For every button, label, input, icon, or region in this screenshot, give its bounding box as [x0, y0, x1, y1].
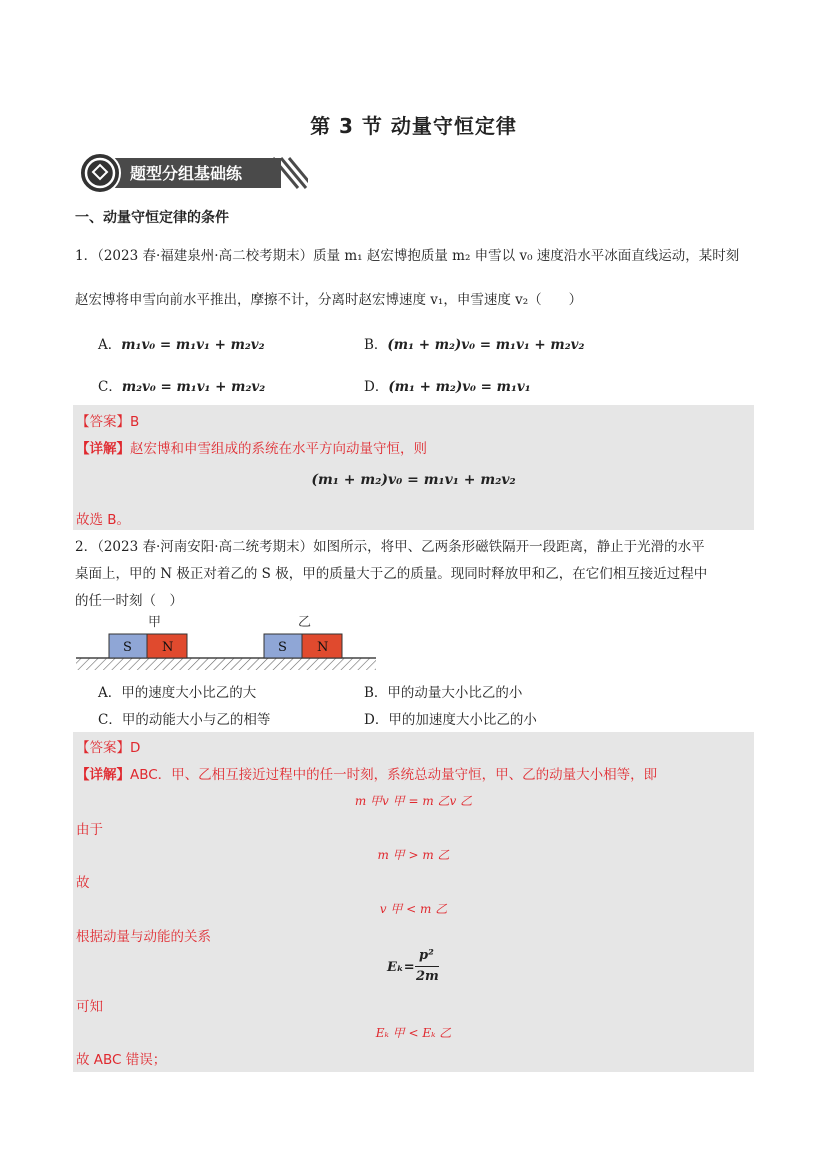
q1-option-c[interactable]: [98, 375, 265, 395]
option-label: A．: [98, 685, 122, 701]
q1-option-b[interactable]: [364, 333, 584, 353]
banner-label: 题型分组基础练: [130, 164, 243, 183]
q2-option-d[interactable]: [364, 708, 537, 728]
q2-detail: 【详解】ABC．甲、乙相互接近过程中的任一时刻，系统总动量守恒，甲、乙的动量大小相等，即: [76, 767, 658, 783]
section-heading: 一、动量守恒定律的条件: [75, 210, 229, 226]
option-label: B．: [364, 337, 388, 353]
q2-formula-4: [387, 950, 447, 990]
q1-answer: 【答案】B: [76, 414, 140, 430]
q2-stem-line2: 桌面上，甲的 N 极正对着乙的 S 极，甲的质量大于乙的质量。现同时释放甲和乙，在它们相互接近过程中: [75, 566, 708, 582]
q2-stem-line1: 2．（2023 春·河南安阳·高二统考期末）如图所示，将甲、乙两条形磁铁隔开一段距离，静止于光滑的水平: [75, 539, 705, 555]
q1-stem-line1: 1．（2023 春·福建泉州·高二校考期末）质量 m₁ 赵宏博抱质量 m₂ 申雪以 v₀ 速度沿水平冰面直线运动，某时刻: [75, 248, 740, 264]
option-label: D．: [364, 379, 389, 395]
magnet-figure: [76, 612, 378, 674]
q2-option-b[interactable]: [364, 681, 522, 701]
formula-lhs: Eₖ=: [387, 960, 415, 975]
option-formula: m₂v₀ = m₁v₁ + m₂v₂: [121, 379, 266, 395]
q2-text-4: 根据动量与动能的关系: [76, 929, 211, 945]
q2-text-5: 可知: [76, 999, 103, 1015]
section-banner: [78, 152, 308, 194]
magnet-jia-n-text: N: [162, 640, 174, 655]
formula-denominator: 2m: [416, 969, 439, 984]
magnet-jia-label: 甲: [148, 615, 162, 630]
option-text: 甲的速度大小比乙的大: [121, 685, 257, 701]
option-text: 甲的动量大小比乙的小: [387, 685, 523, 701]
q1-detail: 【详解】赵宏博和申雪组成的系统在水平方向动量守恒，则: [76, 441, 427, 457]
option-formula: m₁v₀ = m₁v₁ + m₂v₂: [121, 337, 265, 353]
option-label: D．: [364, 712, 389, 728]
q2-formula-3: v 甲 < m 乙: [379, 902, 448, 916]
option-formula: (m₁ + m₂)v₀ = m₁v₁: [388, 379, 531, 395]
q2-text-2: 由于: [76, 822, 103, 838]
option-label: A．: [98, 337, 122, 353]
option-label: B．: [364, 685, 388, 701]
option-text: 甲的动能大小与乙的相等: [121, 712, 271, 728]
formula-numerator: p²: [419, 948, 434, 963]
option-label: C．: [98, 712, 122, 728]
option-label: C．: [98, 379, 122, 395]
q2-option-a[interactable]: [98, 681, 256, 701]
q1-answer-box: [73, 405, 754, 530]
magnet-yi-n-text: N: [317, 640, 329, 655]
q2-answer: 【答案】D: [76, 740, 141, 756]
q1-option-d[interactable]: [364, 375, 531, 395]
q1-conclusion: 故选 B。: [76, 512, 131, 528]
q2-formula-1: m 甲v 甲 = m 乙v 乙: [354, 794, 473, 808]
q2-text-3: 故: [76, 875, 90, 891]
magnet-jia-s-text: S: [123, 640, 132, 655]
q2-formula-2: m 甲 > m 乙: [377, 848, 450, 862]
option-text: 甲的加速度大小比乙的小: [388, 712, 537, 728]
fraction-bar: [415, 966, 439, 967]
magnet-yi-s-text: S: [278, 640, 287, 655]
q1-formula: (m₁ + m₂)v₀ = m₁v₁ + m₂v₂: [311, 472, 516, 488]
page-title: 第 3 节 动量守恒定律: [310, 114, 517, 138]
magnet-yi-label: 乙: [298, 615, 312, 630]
q1-option-a[interactable]: [98, 333, 265, 353]
q2-option-c[interactable]: [98, 708, 270, 728]
q2-text-6: 故 ABC 错误；: [76, 1052, 167, 1068]
q2-stem-line3: 的任一时刻（ ）: [75, 593, 183, 609]
option-formula: (m₁ + m₂)v₀ = m₁v₁ + m₂v₂: [387, 337, 585, 353]
q2-formula-5: Eₖ 甲 < Eₖ 乙: [375, 1026, 452, 1040]
q1-stem-line2: 赵宏博将申雪向前水平推出，摩擦不计，分离时赵宏博速度 v₁，申雪速度 v₂（ ）: [75, 292, 583, 308]
